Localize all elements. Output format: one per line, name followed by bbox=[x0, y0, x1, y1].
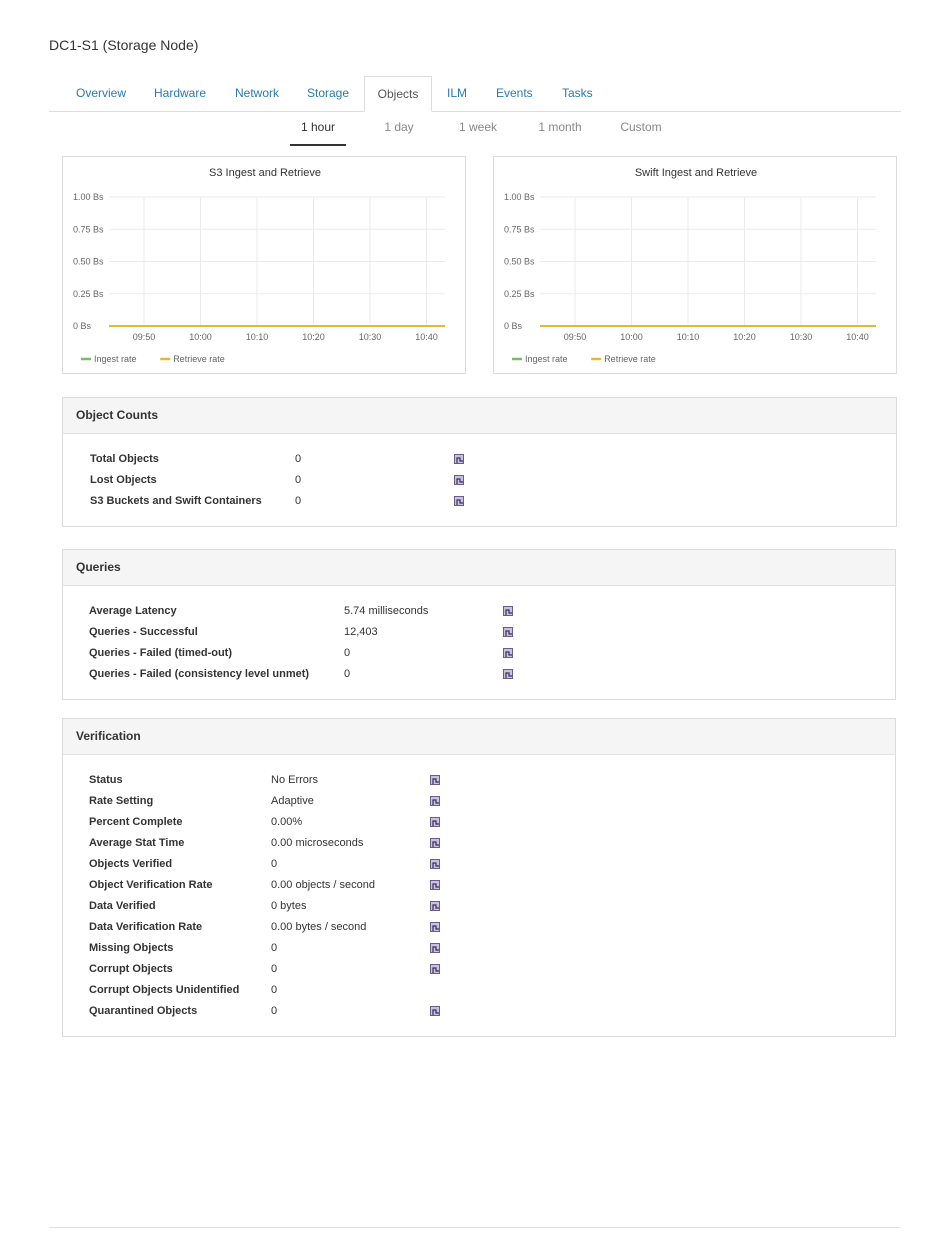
stat-row bbox=[63, 494, 896, 508]
y-tick-label: 0.75 Bs bbox=[504, 224, 535, 235]
stat-row bbox=[63, 625, 895, 639]
stat-value: 0 bbox=[295, 453, 302, 465]
chart-icon[interactable] bbox=[503, 606, 513, 616]
stat-row bbox=[63, 794, 895, 808]
chart-icon[interactable] bbox=[430, 943, 440, 953]
y-tick-label: 0.25 Bs bbox=[504, 288, 535, 299]
stat-value: 5.74 milliseconds bbox=[344, 605, 429, 617]
tab-objects[interactable]: Objects bbox=[364, 76, 432, 112]
stat-row bbox=[63, 604, 895, 618]
y-tick-label: 0.50 Bs bbox=[504, 256, 535, 267]
stat-row bbox=[63, 452, 896, 466]
stat-value: No Errors bbox=[271, 774, 319, 786]
chart-icon[interactable] bbox=[454, 454, 464, 464]
stat-row bbox=[63, 941, 895, 955]
stat-value: 0.00 microseconds bbox=[271, 837, 364, 849]
stat-row bbox=[63, 1004, 895, 1018]
y-tick-label: 0.50 Bs bbox=[73, 256, 104, 267]
stat-row bbox=[63, 773, 895, 787]
x-tick-label: 10:30 bbox=[358, 332, 382, 342]
chart-icon[interactable] bbox=[430, 775, 440, 785]
page-title: DC1-S1 (Storage Node) bbox=[49, 37, 199, 53]
stat-label: Status bbox=[89, 774, 123, 786]
chart-icon[interactable] bbox=[503, 648, 513, 658]
stat-label: Missing Objects bbox=[89, 942, 174, 954]
stat-label: Rate Setting bbox=[89, 795, 154, 807]
stat-value: 0 bbox=[271, 858, 278, 870]
queries-panel bbox=[62, 549, 896, 700]
stat-label: Queries - Failed (timed-out) bbox=[89, 647, 233, 659]
chart-icon[interactable] bbox=[454, 496, 464, 506]
stat-label: Lost Objects bbox=[90, 474, 157, 486]
legend-label[interactable]: Retrieve rate bbox=[604, 354, 656, 364]
chart-icon[interactable] bbox=[430, 901, 440, 911]
chart-icon[interactable] bbox=[430, 880, 440, 890]
legend-label[interactable]: Retrieve rate bbox=[173, 354, 225, 364]
y-tick-label: 0.25 Bs bbox=[73, 288, 104, 299]
footer-divider bbox=[49, 1227, 901, 1228]
node-tabs bbox=[49, 76, 901, 112]
stat-label: Total Objects bbox=[90, 453, 159, 465]
s3-ingest-retrieve-chart bbox=[62, 156, 466, 374]
y-tick-label: 0 Bs bbox=[504, 321, 523, 331]
chart-icon[interactable] bbox=[430, 796, 440, 806]
chart-title: S3 Ingest and Retrieve bbox=[209, 167, 321, 179]
stat-label: Quarantined Objects bbox=[89, 1005, 198, 1017]
stat-label: Objects Verified bbox=[89, 858, 173, 870]
y-tick-label: 0 Bs bbox=[73, 321, 92, 331]
range-active-underline bbox=[290, 144, 346, 146]
x-tick-label: 09:50 bbox=[563, 332, 587, 342]
stat-value: 0 bbox=[271, 1005, 278, 1017]
chart-icon[interactable] bbox=[430, 859, 440, 869]
stat-value: 0.00 bytes / second bbox=[271, 921, 367, 933]
range-1-month[interactable]: 1 month bbox=[538, 120, 582, 134]
stat-label: Percent Complete bbox=[89, 816, 183, 828]
stat-value: 0 bbox=[344, 668, 351, 680]
tab-events[interactable]: Events bbox=[496, 86, 533, 100]
object-counts-panel bbox=[62, 397, 897, 527]
stat-value: 12,403 bbox=[344, 626, 378, 638]
stat-row bbox=[63, 899, 895, 913]
stat-value: 0 bytes bbox=[271, 900, 307, 912]
x-tick-label: 10:00 bbox=[189, 332, 212, 342]
stat-row bbox=[63, 815, 895, 829]
stat-label: Data Verified bbox=[89, 900, 156, 912]
legend-label[interactable]: Ingest rate bbox=[94, 354, 137, 364]
range-1-hour[interactable]: 1 hour bbox=[300, 120, 336, 134]
stat-value: 0.00% bbox=[271, 816, 303, 828]
swift-ingest-retrieve-chart bbox=[493, 156, 897, 374]
y-tick-label: 0.75 Bs bbox=[73, 224, 104, 235]
stat-row bbox=[63, 646, 895, 660]
stat-row bbox=[63, 836, 895, 850]
chart-icon[interactable] bbox=[430, 922, 440, 932]
chart-icon[interactable] bbox=[430, 1006, 440, 1016]
stat-label: Object Verification Rate bbox=[89, 879, 213, 891]
verification-panel bbox=[62, 718, 896, 1037]
verification-title: Verification bbox=[63, 719, 895, 755]
tab-network[interactable]: Network bbox=[235, 86, 280, 100]
x-tick-label: 09:50 bbox=[132, 332, 156, 342]
chart-icon[interactable] bbox=[503, 669, 513, 679]
stat-row bbox=[63, 878, 895, 892]
range-1-day[interactable]: 1 day bbox=[384, 120, 414, 134]
tab-ilm[interactable]: ILM bbox=[447, 86, 468, 100]
stat-value: 0 bbox=[295, 474, 302, 486]
chart-icon[interactable] bbox=[430, 838, 440, 848]
x-tick-label: 10:30 bbox=[789, 332, 813, 342]
stat-row bbox=[63, 857, 895, 871]
swift-chart-svg bbox=[494, 157, 898, 375]
stat-label: Average Stat Time bbox=[89, 837, 185, 849]
x-tick-label: 10:40 bbox=[415, 332, 438, 342]
stat-value: 0 bbox=[271, 942, 278, 954]
chart-icon[interactable] bbox=[503, 627, 513, 637]
stat-label: Corrupt Objects bbox=[89, 963, 173, 975]
x-tick-label: 10:20 bbox=[302, 332, 325, 342]
y-tick-label: 1.00 Bs bbox=[73, 192, 104, 202]
x-tick-label: 10:10 bbox=[245, 332, 269, 342]
stat-row bbox=[63, 920, 895, 934]
stat-label: Queries - Failed (consistency level unmet) bbox=[89, 668, 310, 680]
tab-storage[interactable]: Storage bbox=[307, 86, 350, 100]
tab-overview[interactable]: Overview bbox=[76, 86, 127, 100]
x-tick-label: 10:10 bbox=[676, 332, 700, 342]
tab-tasks[interactable]: Tasks bbox=[562, 86, 593, 100]
stat-value: 0 bbox=[271, 984, 278, 996]
y-tick-label: 1.00 Bs bbox=[504, 192, 535, 202]
queries-title: Queries bbox=[63, 550, 895, 586]
stat-label: Queries - Successful bbox=[89, 626, 198, 638]
chart-title: Swift Ingest and Retrieve bbox=[634, 167, 758, 179]
s3-chart-svg bbox=[63, 157, 467, 375]
stat-value: 0 bbox=[295, 495, 302, 507]
stat-row bbox=[63, 667, 895, 681]
stat-value: 0 bbox=[344, 647, 351, 659]
stat-row bbox=[63, 962, 895, 976]
x-tick-label: 10:00 bbox=[620, 332, 643, 342]
range-custom[interactable]: Custom bbox=[620, 120, 662, 134]
chart-icon[interactable] bbox=[454, 475, 464, 485]
tab-hardware[interactable]: Hardware bbox=[154, 86, 207, 100]
stat-label: Average Latency bbox=[89, 605, 177, 617]
stat-row bbox=[63, 473, 896, 487]
stat-value: 0.00 objects / second bbox=[271, 879, 375, 891]
stat-row bbox=[63, 983, 895, 997]
stat-value: 0 bbox=[271, 963, 278, 975]
chart-icon[interactable] bbox=[430, 817, 440, 827]
x-tick-label: 10:20 bbox=[733, 332, 756, 342]
stat-value: Adaptive bbox=[271, 795, 314, 807]
stat-label: Data Verification Rate bbox=[89, 921, 203, 933]
stat-label: Corrupt Objects Unidentified bbox=[89, 984, 240, 996]
chart-icon[interactable] bbox=[430, 964, 440, 974]
object-counts-title: Object Counts bbox=[63, 398, 896, 434]
range-1-week[interactable]: 1 week bbox=[458, 120, 498, 134]
stat-label: S3 Buckets and Swift Containers bbox=[90, 495, 262, 507]
x-tick-label: 10:40 bbox=[846, 332, 869, 342]
legend-label[interactable]: Ingest rate bbox=[525, 354, 568, 364]
